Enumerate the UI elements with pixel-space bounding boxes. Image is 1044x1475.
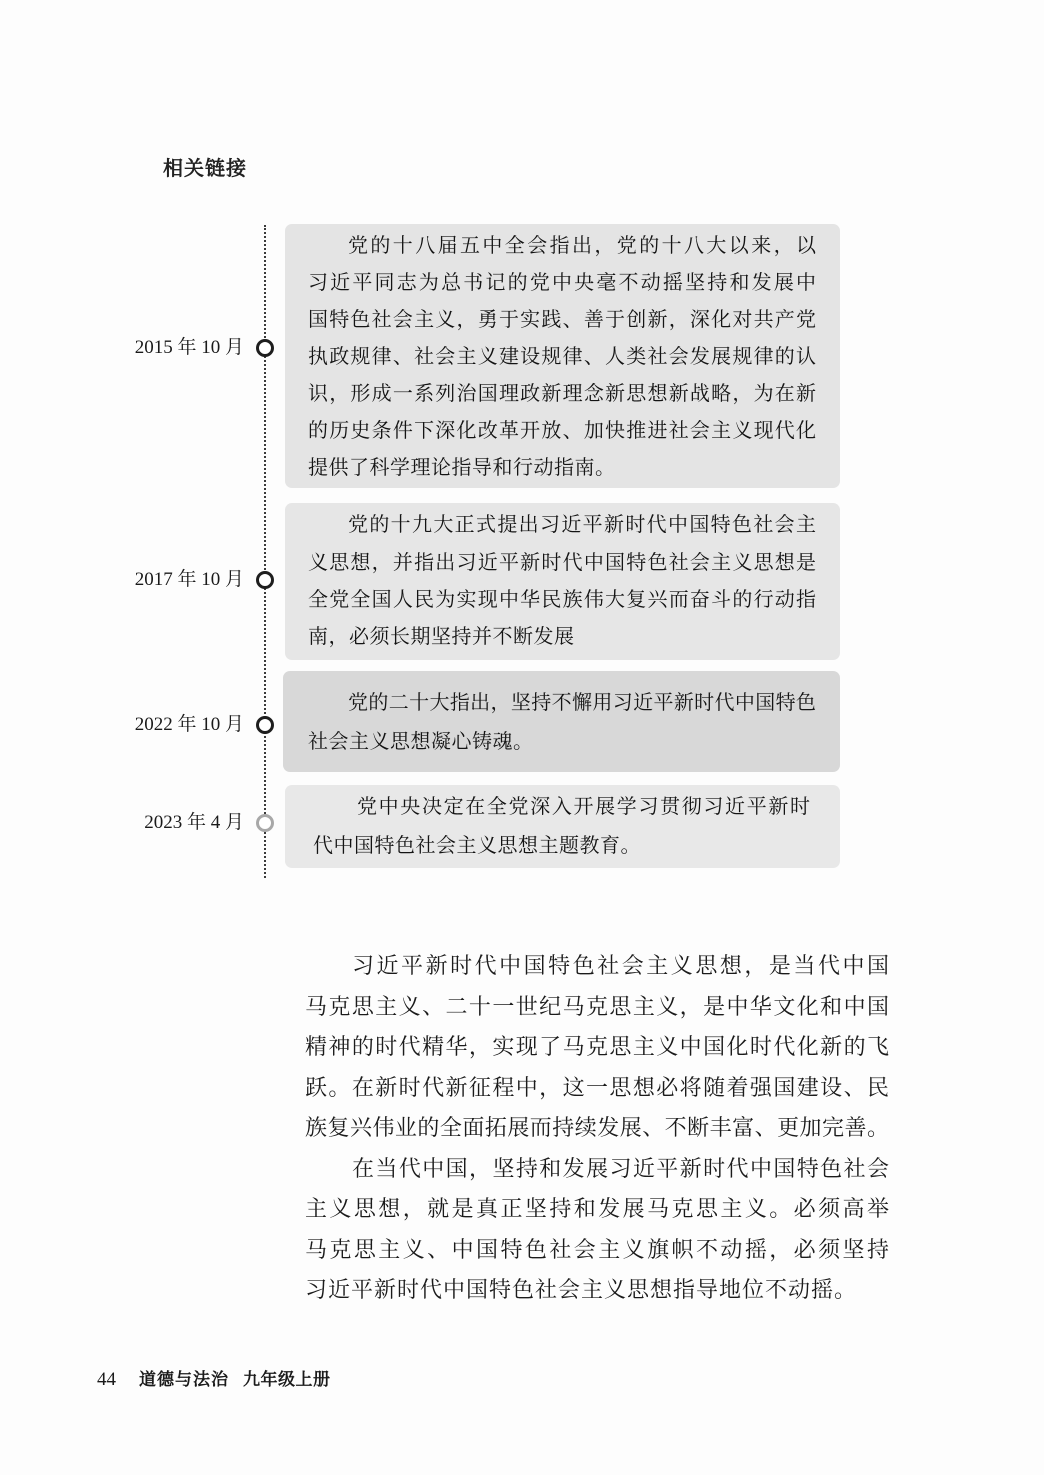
text-line: 主义思想，就是真正坚持和发展马克思主义。必须高举	[305, 1197, 889, 1222]
text-line: 习近平同志为总书记的党中央毫不动摇坚持和发展中	[308, 269, 816, 294]
text-line: 跃。在新时代新征程中，这一思想必将随着强国建设、民	[305, 1075, 889, 1101]
text-line: 在当代中国，坚持和发展习近平新时代中国特色社会	[352, 1156, 889, 1182]
text-line: 的历史条件下深化改革开放、加快推进社会主义现代化	[308, 417, 816, 442]
book-volume: 九年级上册	[243, 1370, 331, 1390]
paragraph	[305, 1150, 890, 1312]
timeline-date-2017: 2017 年 10 月	[134, 569, 244, 590]
text-line: 国特色社会主义，勇于实践、善于创新，深化对共产党	[308, 306, 816, 331]
text-line: 精神的时代精华，实现了马克思主义中国化时代化新的飞	[305, 1035, 889, 1060]
timeline-date-2015: 2015 年 10 月	[134, 337, 244, 358]
text-line: 习近平新时代中国特色社会主义思想，是当代中国	[352, 954, 889, 979]
timeline-node-icon	[256, 814, 274, 832]
text-line: 代中国特色社会主义思想主题教育。	[313, 832, 641, 857]
timeline-node-icon	[256, 339, 274, 357]
body-text	[305, 947, 890, 1312]
timeline-entry-2023	[285, 785, 840, 868]
text-line: 马克思主义、中国特色社会主义旗帜不动摇，必须坚持	[305, 1237, 889, 1263]
text-line: 社会主义思想凝心铸魂。	[308, 728, 534, 753]
page-number: 44	[97, 1369, 116, 1390]
text-line: 执政规律、社会主义建设规律、人类社会发展规律的认	[308, 343, 816, 368]
text-line: 党的十八届五中全会指出，党的十八大以来，以	[348, 232, 816, 257]
text-line: 提供了科学理论指导和行动指南。	[308, 454, 616, 479]
section-title: 相关链接	[163, 156, 247, 180]
text-line: 南，必须长期坚持并不断发展	[308, 624, 575, 649]
text-line: 马克思主义、二十一世纪马克思主义，是中华文化和中国	[305, 994, 889, 1020]
timeline-entry-2015	[285, 224, 840, 488]
timeline-node-icon	[256, 716, 274, 734]
timeline-date-2022: 2022 年 10 月	[134, 714, 244, 735]
text-line: 党中央决定在全党深入开展学习贯彻习近平新时	[357, 793, 810, 818]
text-line: 族复兴伟业的全面拓展而持续发展、不断丰富、更加完善。	[305, 1116, 889, 1141]
text-line: 党的十九大正式提出习近平新时代中国特色社会主	[348, 512, 816, 537]
text-line: 义思想，并指出习近平新时代中国特色社会主义思想是	[308, 549, 816, 574]
text-line: 识，形成一系列治国理政新理念新思想新战略，为在新	[308, 380, 816, 405]
timeline-entry-2022	[283, 671, 840, 772]
text-line: 习近平新时代中国特色社会主义思想指导地位不动摇。	[305, 1278, 858, 1303]
paragraph	[305, 947, 890, 1150]
book-title: 道德与法治	[139, 1370, 229, 1390]
text-line: 全党全国人民为实现中华民族伟大复兴而奋斗的行动指	[308, 586, 816, 611]
timeline-axis	[264, 225, 266, 878]
timeline-entry-2017	[285, 503, 840, 660]
timeline-node-icon	[256, 571, 274, 589]
text-line: 党的二十大指出，坚持不懈用习近平新时代中国特色	[348, 689, 816, 714]
timeline-date-2023: 2023 年 4 月	[144, 812, 244, 833]
